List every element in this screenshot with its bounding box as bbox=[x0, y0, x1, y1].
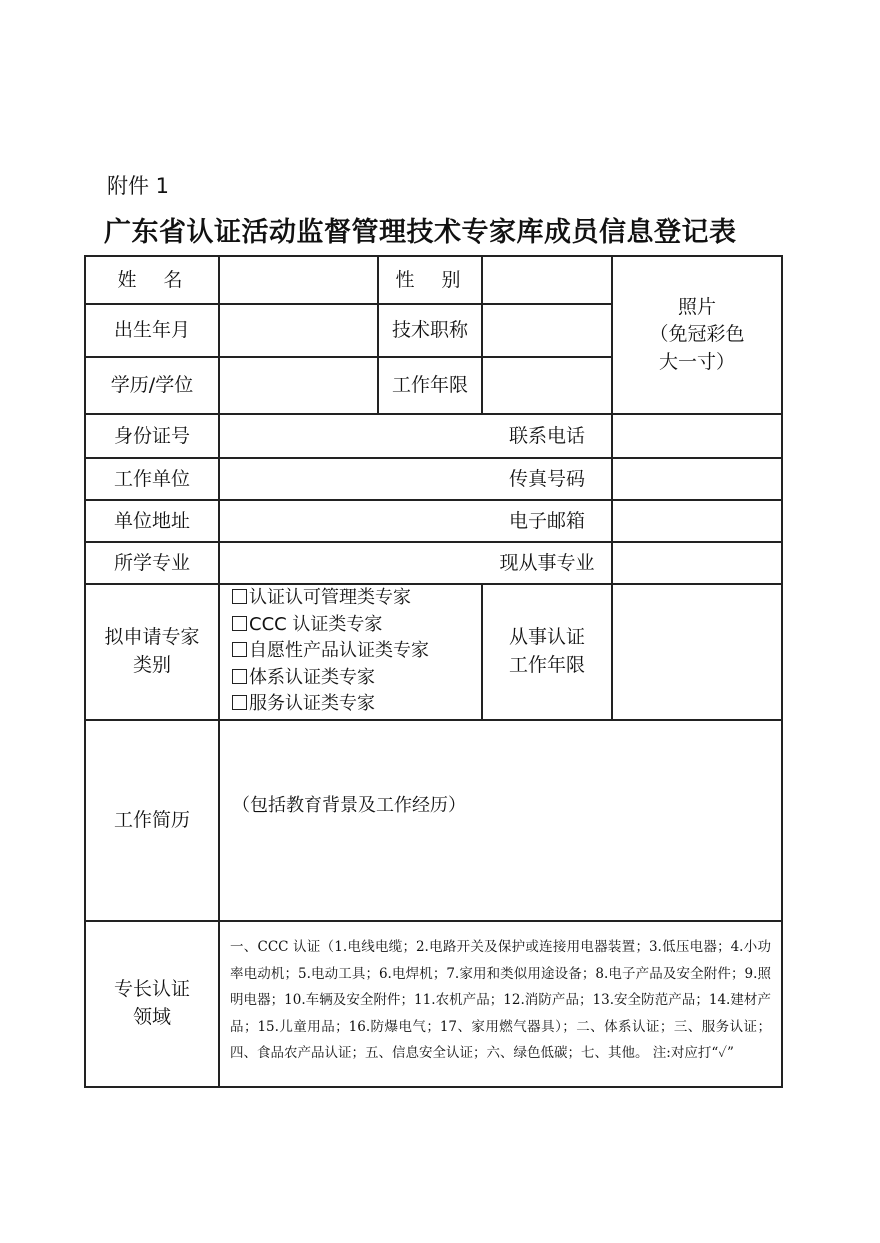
checkbox[interactable] bbox=[232, 642, 247, 657]
title-field[interactable] bbox=[483, 305, 611, 356]
education-field[interactable] bbox=[220, 358, 377, 413]
checkbox[interactable] bbox=[232, 616, 247, 631]
checkbox[interactable] bbox=[232, 695, 247, 710]
domain-label-line-2: 领域 bbox=[132, 1006, 171, 1028]
gender-field[interactable] bbox=[483, 257, 611, 303]
category-label-line-2: 类别 bbox=[132, 654, 171, 676]
category-label bbox=[86, 585, 218, 719]
address-label: 单位地址 bbox=[113, 509, 190, 532]
major-field[interactable] bbox=[220, 543, 481, 583]
resume-field[interactable] bbox=[220, 721, 781, 891]
title-label: 技术职称 bbox=[391, 319, 468, 342]
phone-field[interactable] bbox=[613, 415, 781, 457]
work-years-field[interactable] bbox=[483, 358, 611, 413]
checkbox[interactable] bbox=[232, 669, 247, 684]
resume-hint: （包括教育背景及工作经历） bbox=[232, 795, 466, 817]
category-options bbox=[220, 585, 481, 719]
name-field[interactable] bbox=[220, 257, 377, 303]
category-option-label: 自愿性产品认证类专家 bbox=[249, 640, 429, 661]
category-option-label: 服务认证类专家 bbox=[249, 693, 375, 714]
birth-field[interactable] bbox=[220, 305, 377, 356]
category-option-system[interactable] bbox=[232, 665, 375, 692]
birth-label: 出生年月 bbox=[113, 319, 190, 342]
photo-box[interactable] bbox=[613, 257, 781, 413]
photo-requirement: （免冠彩色 bbox=[649, 323, 745, 346]
fax-field[interactable] bbox=[613, 459, 781, 499]
domain-label-line-1: 专长认证 bbox=[113, 978, 190, 1001]
name-label: 姓 名 bbox=[117, 268, 187, 291]
form-title: 广东省认证活动监督管理技术专家库成员信息登记表 bbox=[104, 217, 737, 248]
cert-years-label-line-1: 从事认证 bbox=[508, 626, 585, 649]
employer-field[interactable] bbox=[220, 459, 481, 499]
category-option-ccc[interactable] bbox=[232, 612, 382, 639]
resume-label: 工作简历 bbox=[113, 809, 190, 832]
fax-label: 传真号码 bbox=[508, 467, 585, 490]
address-field[interactable] bbox=[220, 501, 481, 541]
cert-years-field[interactable] bbox=[613, 585, 781, 719]
category-option-label: 认证认可管理类专家 bbox=[249, 587, 411, 608]
domain-label bbox=[86, 922, 218, 1086]
table-border-right bbox=[781, 255, 783, 1088]
cert-years-label bbox=[483, 585, 611, 719]
employer-label: 工作单位 bbox=[113, 467, 190, 490]
phone-label: 联系电话 bbox=[508, 424, 585, 447]
category-option-label: CCC 认证类专家 bbox=[249, 613, 383, 635]
attachment-label: 附件 1 bbox=[107, 174, 170, 198]
category-option-management[interactable] bbox=[232, 585, 411, 612]
photo-label: 照片 bbox=[677, 295, 716, 318]
id-label: 身份证号 bbox=[113, 424, 190, 447]
email-field[interactable] bbox=[613, 501, 781, 541]
major-label: 所学专业 bbox=[113, 551, 190, 574]
work-years-label: 工作年限 bbox=[391, 374, 468, 397]
current-major-label: 现从事专业 bbox=[499, 551, 595, 574]
category-label-line-1: 拟申请专家 bbox=[104, 626, 200, 649]
checkbox[interactable] bbox=[232, 589, 247, 604]
category-option-label: 体系认证类专家 bbox=[249, 666, 375, 688]
current-major-field[interactable] bbox=[613, 543, 781, 583]
table-border-bottom bbox=[84, 1086, 783, 1088]
email-label: 电子邮箱 bbox=[508, 509, 585, 532]
photo-size: 大一寸） bbox=[658, 350, 735, 373]
category-option-service[interactable] bbox=[232, 691, 375, 718]
category-option-voluntary[interactable] bbox=[232, 638, 429, 665]
domain-text[interactable]: 一、CCC 认证（1.电线电缆；2.电路开关及保护或连接用电器装置；3.低压电器；4.小功率电动机；5.电动工具；6.电焊机；7.家用和类似用途设备；8.电子产品及安全附件；9.照明电器；10.车辆及安全附件；11.农机产品；12.消防产品；13.安全防范产品；14.建材产品；15.儿童用品；16.防爆电气；17、家用燃气器具）；二、体系认证；三、服务认证；四、食品农产品认证；五、信息安全认证；六、绿色低碳；七、其他。 注:对应打“✓” bbox=[230, 939, 771, 1061]
education-label: 学历/学位 bbox=[110, 374, 194, 397]
cert-years-label-line-2: 工作年限 bbox=[508, 654, 585, 676]
id-field[interactable] bbox=[220, 415, 481, 457]
gender-label: 性 别 bbox=[395, 268, 465, 291]
